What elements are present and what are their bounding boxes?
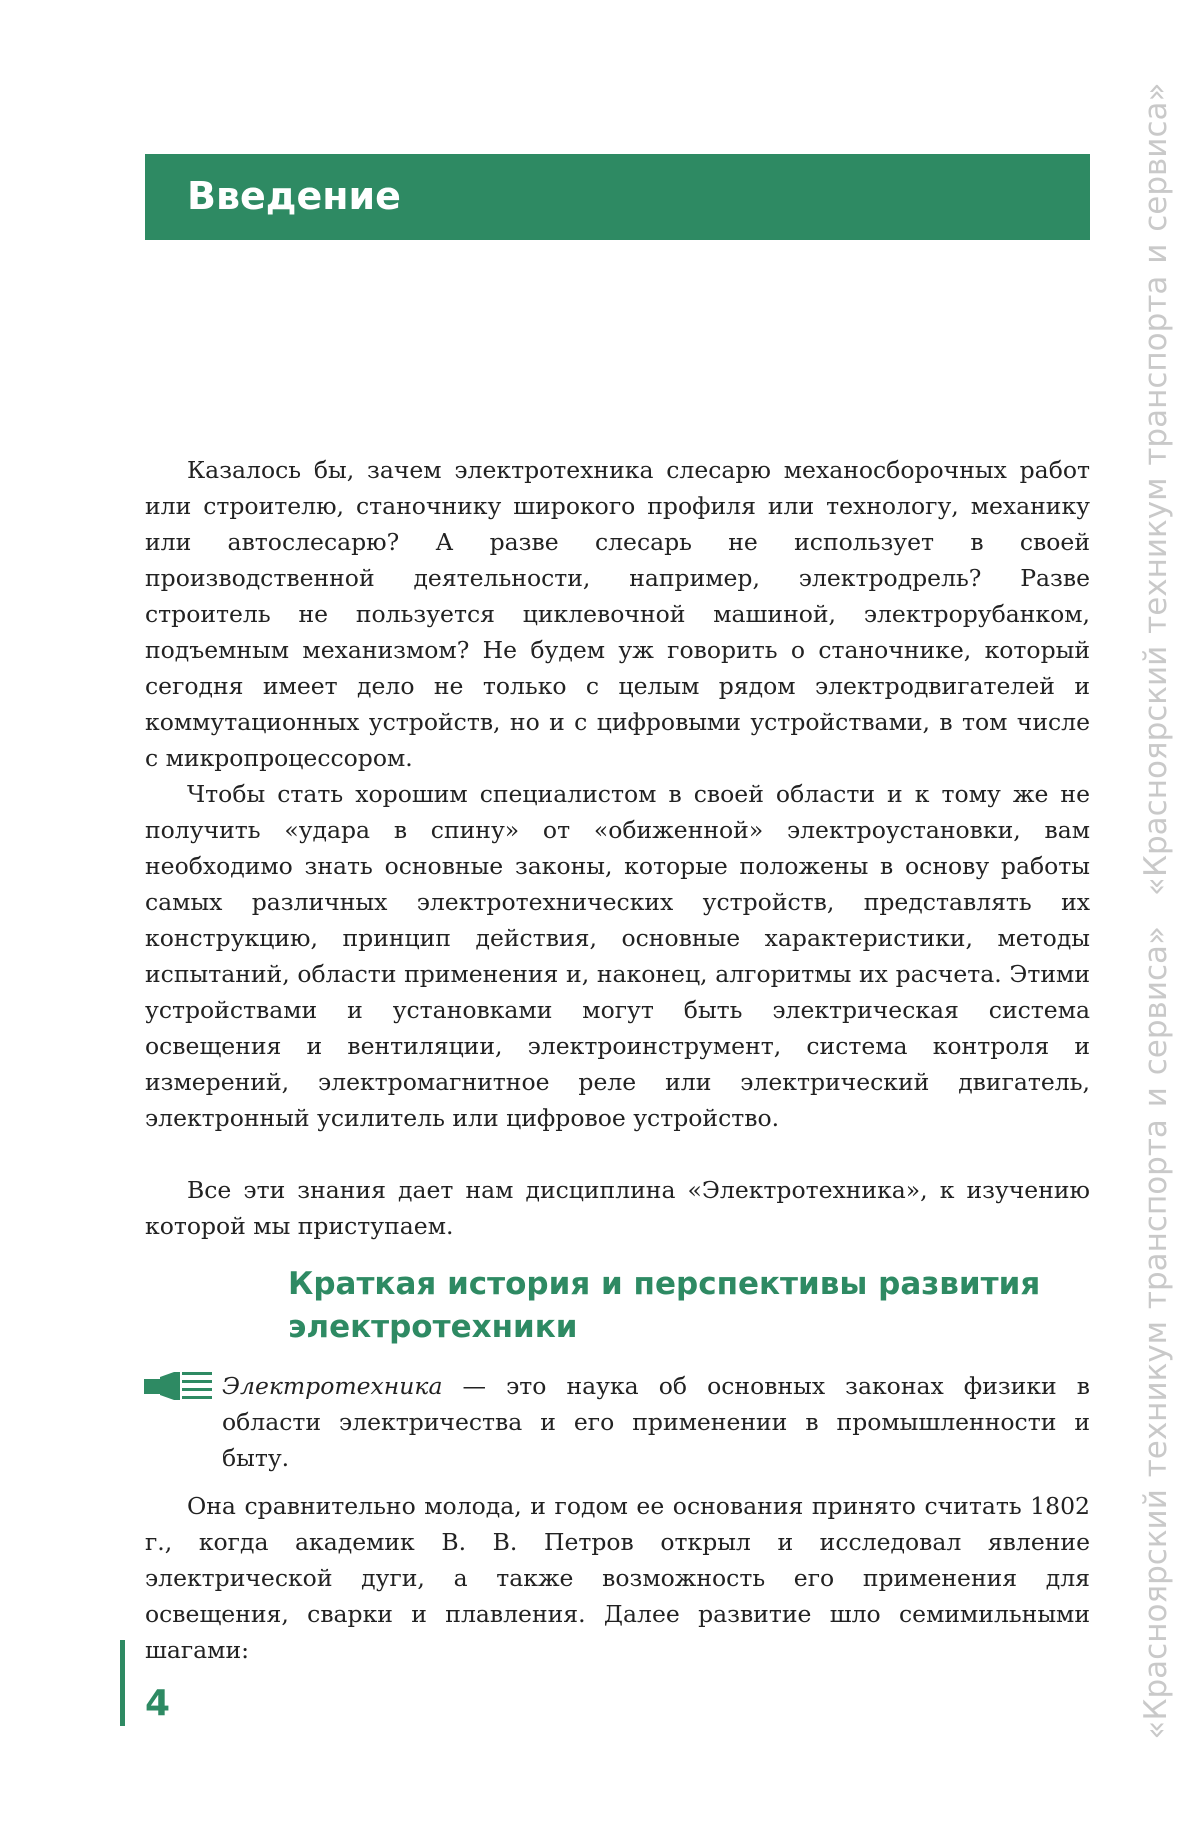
definition-text: — это наука об основных законах физики в области электричества и его применении в промышленности и быту. — [222, 1372, 1090, 1472]
body-paragraph: Чтобы стать хорошим специалистом в своей области и к тому же не получить «удара в спину» от «обиженной» электроустановки, вам необходимо знать основные законы, которые положены в основу работы самых различных электротехнических устройств, представлять их конструкцию, принцип действия, основные характеристики, методы испытаний, области применения и, наконец, алгоритмы их расчета. Этими устройствами и установками могут быть электрическая система освещения и вентиляции, электроинструмент, система контроля и измерений, электромагнитное реле или электрический двигатель, электронный усилитель или цифровое устройство. — [145, 780, 1090, 1132]
section-heading: Краткая история и перспективы развития электротехники — [288, 1266, 1041, 1345]
watermark-text: «Красноярский техникум транспорта и сервиса» — [1138, 82, 1174, 896]
page-number: 4 — [145, 1683, 171, 1724]
page-number-bar — [120, 1640, 125, 1726]
definition-term: Электротехника — [222, 1372, 443, 1400]
body-paragraph: Казалось бы, зачем электротехника слесарю механосборочных работ или строителю, станочнику широкого профиля или технологу, механику или автослесарю? А разве слесарь не использует в своей производственной деятельности, например, электродрель? Разве строитель не пользуется циклевочной машиной, электрорубанком, подъемным механизмом? Не будем уж говорить о станочнике, который сегодня имеет дело не только с целым рядом электродвигателей и коммутационных устройств, но и с цифровыми устройствами, в том числе с микропроцессором. — [145, 456, 1090, 772]
definition-block — [222, 1368, 1090, 1476]
chapter-header-bar — [145, 154, 1090, 240]
chapter-title: Введение — [187, 174, 401, 218]
watermark — [1136, 11, 1176, 1811]
body-paragraph: Все эти знания дает нам дисциплина «Электротехника», к изучению которой мы приступаем. — [145, 1176, 1090, 1240]
watermark-text: «Красноярский техникум транспорта и сервиса» — [1138, 926, 1174, 1740]
pointing-hand-icon — [144, 1368, 214, 1404]
body-paragraph: Она сравнительно молода, и годом ее основания принято считать 1802 г., когда академик В. В. Петров открыл и исследовал явление электрической дуги, а также возможность его применения для освещения, сварки и плавления. Далее развитие шло семимильными шагами: — [145, 1492, 1090, 1664]
